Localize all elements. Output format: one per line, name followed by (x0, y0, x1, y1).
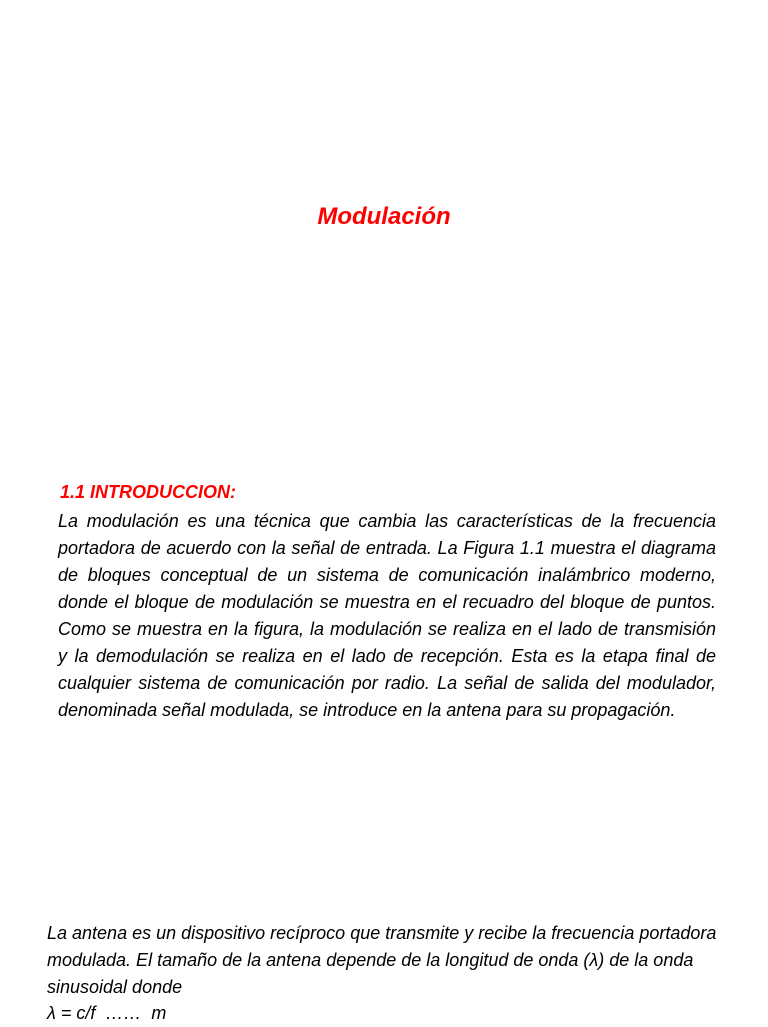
section-heading: 1.1 INTRODUCCION: (60, 482, 237, 502)
antenna-paragraph: La antena es un dispositivo recíproco que transmite y recibe la frecuencia portadora modulada. El tamaño de la antena depende de la longitud de onda (λ) de la onda sinusoidal donde (47, 923, 717, 997)
introduction-paragraph: La modulación es una técnica que cambia las características de la frecuencia portadora de acuerdo con la señal de entrada. La Figura 1.1 muestra el diagrama de bloques conceptual de un sistema de comunicación inalámbrico moderno, donde el bloque de modulación se muestra en el recuadro del bloque de puntos. Como se muestra en la figura, la modulación se realiza en el lado de transmisión y la demodulación se realiza en el lado de recepción. Esta es la etapa final de cualquier sistema de comunicación por radio. La señal de salida del modulador, denominada señal modulada, se introduce en la antena para su propagación. (58, 511, 716, 720)
wavelength-formula: λ = c/f …… m (47, 1003, 167, 1023)
document-title: Modulación (317, 203, 451, 230)
